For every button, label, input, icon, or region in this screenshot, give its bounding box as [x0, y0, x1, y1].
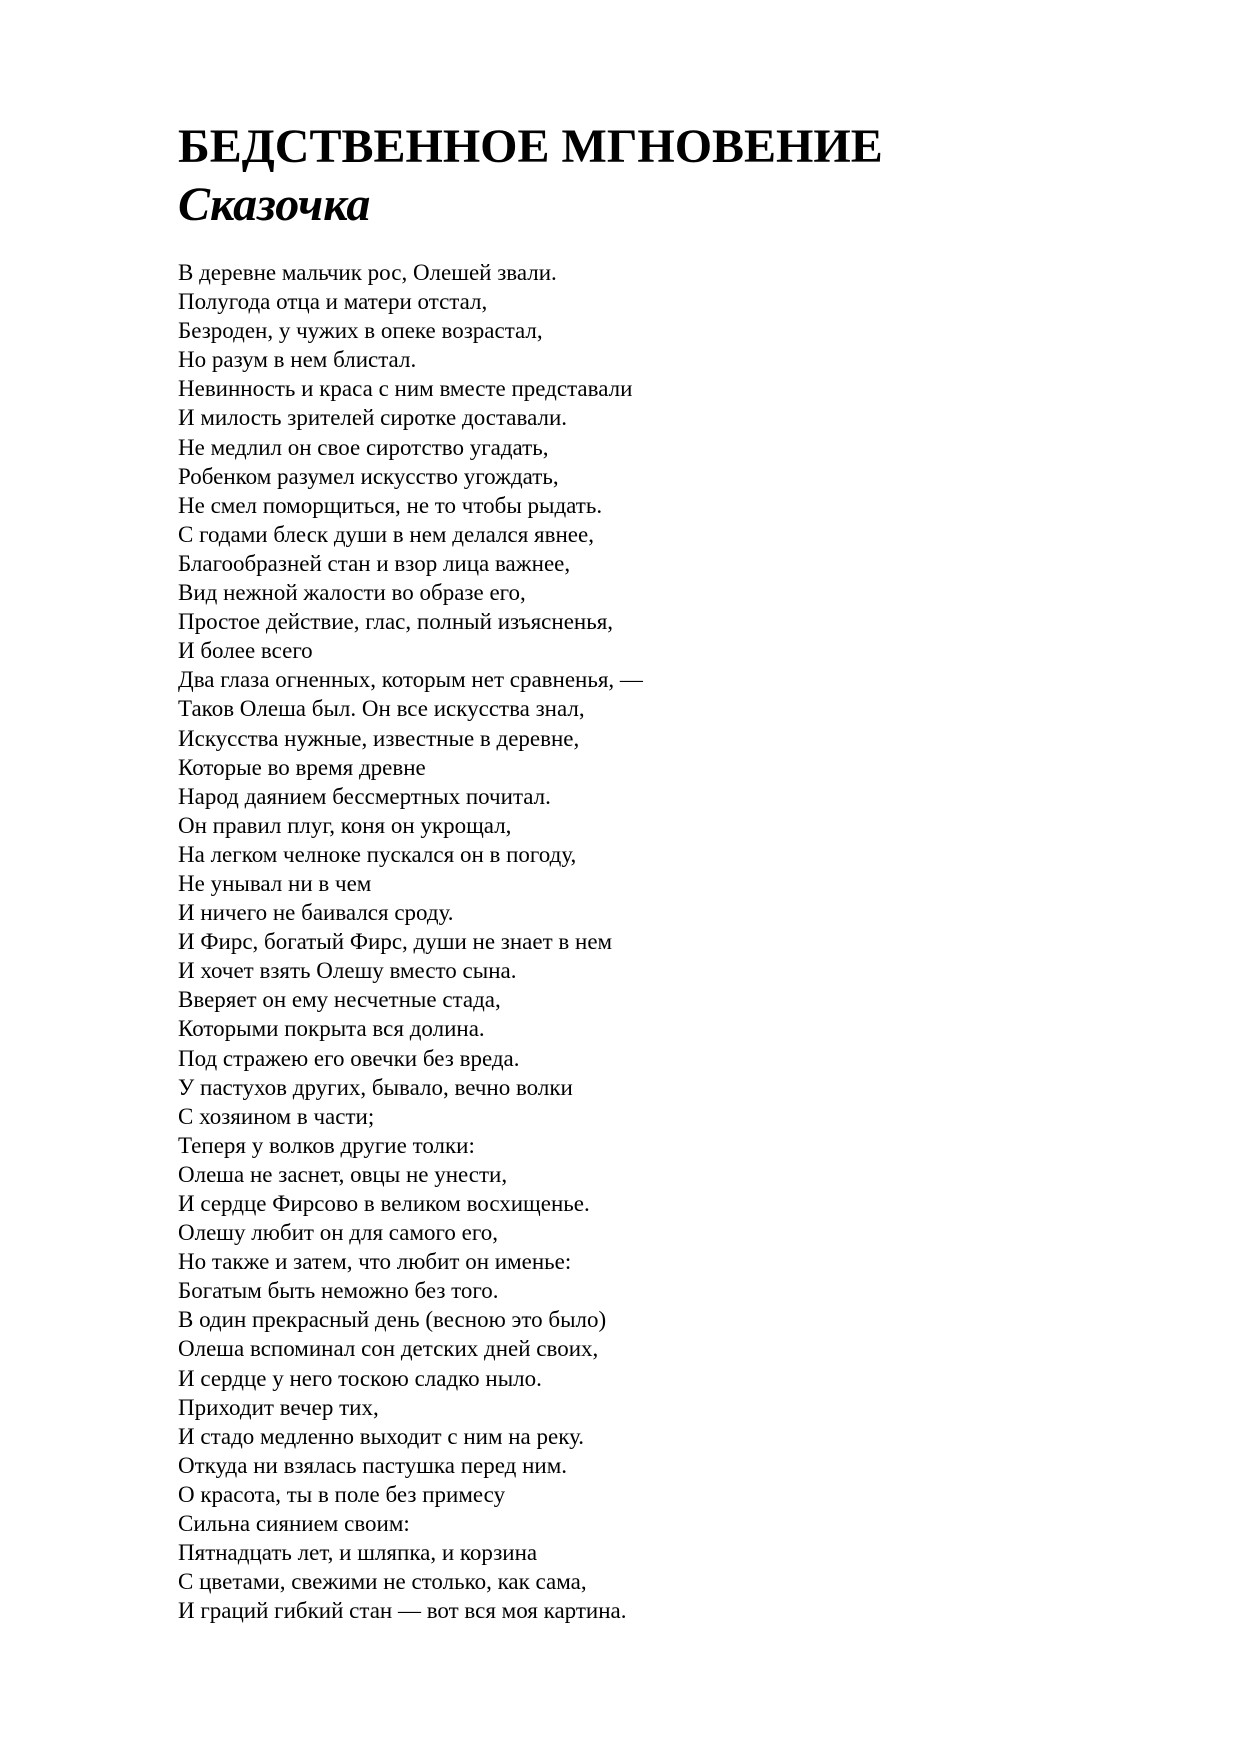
poem-line: Под стражею его овечки без вреда.	[178, 1045, 520, 1071]
poem-line: Которые во время древне	[178, 754, 426, 780]
poem-line: В один прекрасный день (весною это было)	[178, 1307, 607, 1333]
poem-line: Но также и затем, что любит он именье:	[178, 1249, 572, 1275]
poem-line: Приходит вечер тих,	[178, 1394, 379, 1420]
poem-body	[178, 258, 643, 1625]
poem-line: Олеша вспоминал сон детских дней своих,	[178, 1336, 599, 1362]
document-page	[178, 118, 1178, 1624]
poem-line: Не унывал ни в чем	[178, 870, 372, 896]
poem-line: О красота, ты в поле без примесу	[178, 1481, 506, 1507]
poem-line: Не смел поморщиться, не то чтобы рыдать.	[178, 492, 603, 518]
poem-line: Пятнадцать лет, и шляпка, и корзина	[178, 1540, 538, 1566]
poem-title: БЕДСТВЕННОЕ МГНОВЕНИЕ	[178, 120, 883, 173]
poem-line: Безроден, у чужих в опеке возрастал,	[178, 318, 543, 344]
poem-line: И сердце у него тоскою сладко ныло.	[178, 1365, 542, 1391]
poem-line: Сильна сиянием своим:	[178, 1511, 410, 1537]
poem-line: Вид нежной жалости во образе его,	[178, 580, 526, 606]
poem-line: И стадо медленно выходит с ним на реку.	[178, 1423, 585, 1449]
poem-line: И Фирс, богатый Фирс, души не знает в нем	[178, 929, 613, 955]
poem-line: Он правил плуг, коня он укрощал,	[178, 812, 512, 838]
poem-line: Два глаза огненных, которым нет сравненья, —	[178, 667, 643, 693]
poem-line: Невинность и краса с ним вместе представали	[178, 376, 633, 402]
poem-line: И хочет взять Олешу вместо сына.	[178, 958, 517, 984]
poem-line: Которыми покрыта вся долина.	[178, 1016, 485, 1042]
poem-line: Богатым быть неможно без того.	[178, 1278, 499, 1304]
poem-line: С хозяином в части;	[178, 1103, 375, 1129]
poem-line: Простое действие, глас, полный изъясненья,	[178, 609, 614, 635]
poem-line: Но разум в нем блистал.	[178, 347, 417, 373]
poem-line: Благообразней стан и взор лица важнее,	[178, 550, 571, 576]
poem-line: В деревне мальчик рос, Олешей звали.	[178, 260, 557, 285]
poem-line: С годами блеск души в нем делался явнее,	[178, 521, 594, 547]
poem-line: И сердце Фирсово в великом восхищенье.	[178, 1191, 590, 1216]
poem-line: Теперя у волков другие толки:	[178, 1132, 475, 1158]
poem-line: Не медлил он свое сиротство угадать,	[178, 434, 549, 460]
poem-line: С цветами, свежими не столько, как сама,	[178, 1569, 587, 1595]
poem-line: И милость зрителей сиротке доставали.	[178, 405, 568, 431]
poem-line: Олеша не заснет, овцы не унести,	[178, 1161, 508, 1187]
poem-line: Искусства нужные, известные в деревне,	[178, 725, 580, 751]
poem-subtitle: Сказочка	[178, 178, 371, 231]
poem-line: У пастухов других, бывало, вечно волки	[178, 1074, 573, 1100]
poem-line: И более всего	[178, 638, 313, 664]
poem-line: На легком челноке пускался он в погоду,	[178, 841, 577, 867]
poem-line: Откуда ни взялась пастушка перед ним.	[178, 1452, 568, 1478]
poem-line: Народ даянием бессмертных почитал.	[178, 783, 551, 809]
poem-line: Робенком разумел искусство угождать,	[178, 463, 559, 489]
poem-line: Полугода отца и матери отстал,	[178, 289, 488, 315]
poem-line: Олешу любит он для самого его,	[178, 1220, 498, 1246]
poem-line: И ничего не баивался сроду.	[178, 900, 454, 926]
poem-line: И граций гибкий стан — вот вся моя картина.	[178, 1598, 627, 1624]
poem-line: Таков Олеша был. Он все искусства знал,	[178, 696, 585, 722]
poem-line: Вверяет он ему несчетные стада,	[178, 987, 501, 1013]
